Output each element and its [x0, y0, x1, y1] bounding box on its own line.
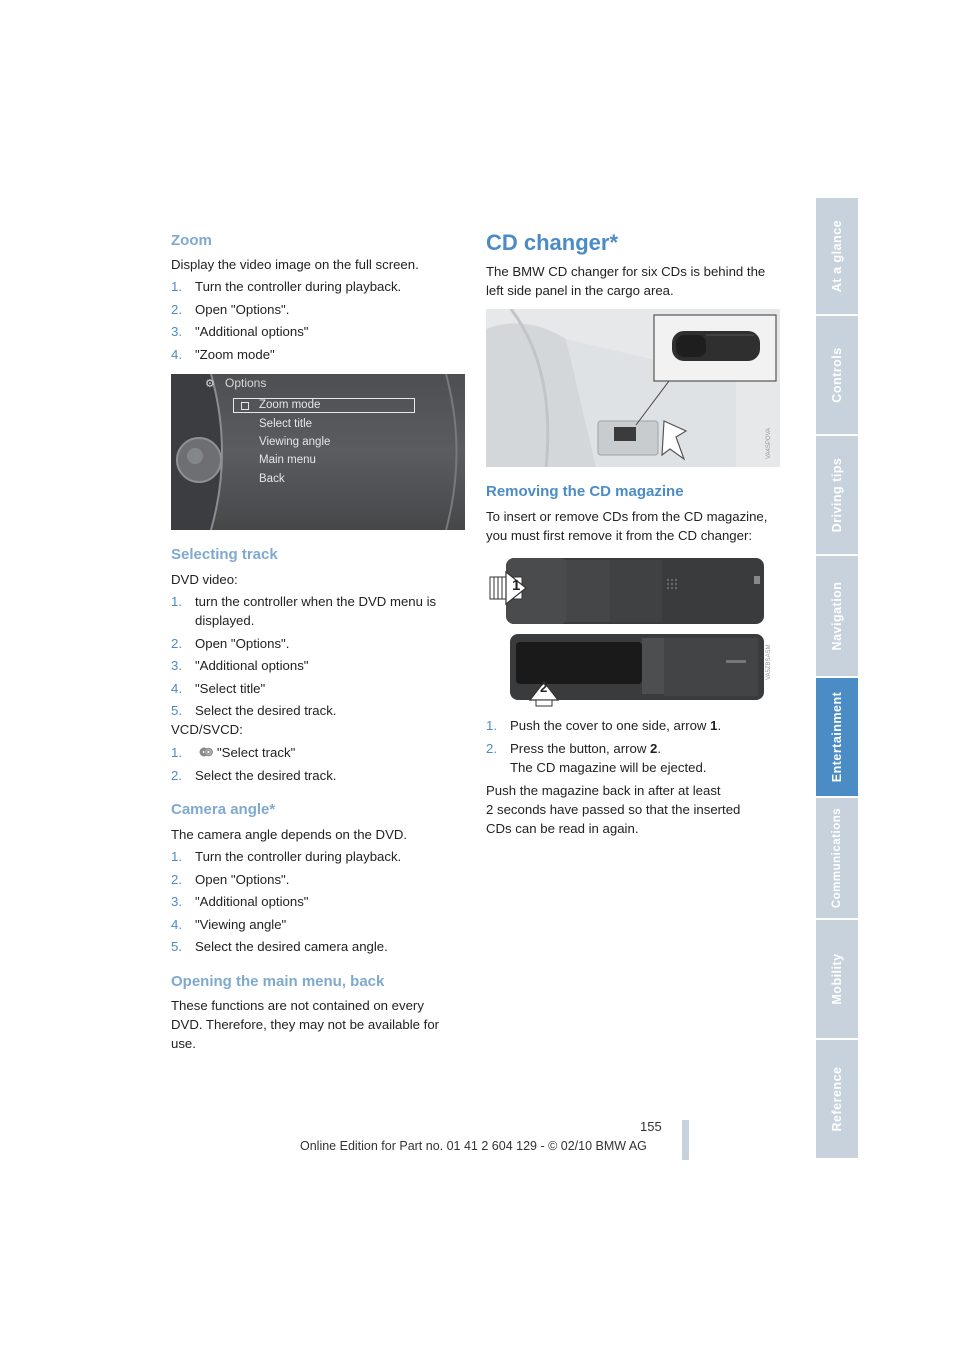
page-number: 155 [640, 1119, 662, 1134]
tab-reference[interactable] [816, 1040, 858, 1160]
main-menu-heading: Opening the main menu, back [171, 973, 385, 990]
cargo-area-illustration [486, 309, 780, 467]
zoom-steps [171, 277, 471, 367]
tab-entertainment[interactable] [816, 678, 858, 798]
main-menu-text-line1: These functions are not contained on every [171, 998, 424, 1013]
menu-item-zoom-mode[interactable]: Zoom mode [259, 399, 321, 411]
camera-angle-steps [171, 847, 471, 960]
tab-label: Reference [830, 1066, 844, 1132]
footer-marker [682, 1120, 689, 1160]
tab-label: Controls [830, 347, 844, 403]
tab-label: Mobility [830, 953, 844, 1005]
list-item: 2. Open "Options". [171, 635, 290, 651]
list-item: 5. Select the desired track. [171, 703, 337, 718]
list-item: 5. Select the desired camera angle. [171, 939, 388, 954]
vcd-steps [171, 743, 471, 788]
main-menu-text-line3: use. [171, 1036, 196, 1051]
list-item: 1. "Select track" [171, 745, 296, 760]
zoom-intro: Display the video image on the full screen. [171, 257, 419, 272]
list-item: 3. "Additional options" [171, 894, 309, 909]
tab-label: Driving tips [830, 457, 844, 533]
zoom-heading: Zoom [171, 232, 212, 249]
list-item: 2. Select the desired track. [171, 767, 337, 783]
tab-controls[interactable] [816, 316, 858, 436]
push-back-text-line3: CDs can be read in again. [486, 821, 639, 836]
chapter-sidebar [816, 198, 858, 1160]
disc-icon [199, 744, 213, 756]
removing-text-line1: To insert or remove CDs from the CD magazine, [486, 509, 768, 524]
list-item: 4. "Zoom mode" [171, 346, 275, 362]
options-screen-figure [171, 374, 465, 530]
removing-steps [486, 716, 786, 780]
list-item: 1. turn the controller when the DVD menu is displayed. [171, 594, 437, 628]
tab-mobility[interactable] [816, 920, 858, 1040]
tab-communications[interactable] [816, 798, 858, 920]
tab-label: Communications [831, 807, 843, 909]
list-item: 4. "Viewing angle" [171, 916, 287, 932]
svg-text:VA4SPOVA: VA4SPOVA [766, 427, 772, 459]
screen-title: Options [225, 376, 267, 390]
tab-driving-tips[interactable] [816, 436, 858, 556]
camera-angle-intro: The camera angle depends on the DVD. [171, 827, 408, 842]
tab-label: Navigation [830, 581, 844, 651]
removing-magazine-heading: Removing the CD magazine [486, 483, 684, 500]
list-item: 1. Turn the controller during playback. [171, 279, 402, 294]
list-item: 2. Open "Options". [171, 301, 290, 317]
checkbox-icon [241, 402, 249, 410]
menu-item-select-title[interactable]: Select title [259, 418, 313, 430]
arrow-2-label: 2 [540, 680, 548, 695]
removing-text-line2: you must first remove it from the CD changer: [486, 528, 753, 543]
cd-magazine-illustration [486, 550, 780, 708]
tab-label: Entertainment [830, 691, 844, 783]
list-item: 2. Press the button, arrow 2. The CD magazine will be ejected. [486, 740, 707, 775]
cd-changer-heading: CD changer* [486, 230, 619, 255]
push-back-text-line1: Push the magazine back in after at least [486, 783, 721, 798]
main-menu-text-line2: DVD. Therefore, they may not be available for [171, 1017, 440, 1032]
cd-magazine-figure [486, 550, 780, 708]
menu-item-main-menu[interactable]: Main menu [259, 454, 316, 466]
dvd-steps [171, 592, 471, 724]
cargo-area-figure [486, 309, 780, 467]
dvd-video-label: DVD video: [171, 572, 238, 587]
svg-text:VA5ZBSASM: VA5ZBSASM [766, 644, 772, 680]
list-item: 1. Push the cover to one side, arrow 1. [486, 718, 722, 733]
options-gear-icon: ⚙ [205, 378, 215, 390]
menu-item-back[interactable]: Back [259, 473, 285, 485]
menu-item-viewing-angle[interactable]: Viewing angle [259, 436, 331, 448]
list-item: 1. Turn the controller during playback. [171, 849, 402, 864]
cd-changer-text-line2: left side panel in the cargo area. [486, 283, 674, 298]
list-item: 3. "Additional options" [171, 658, 309, 673]
push-back-text-line2: 2 seconds have passed so that the inserted [486, 802, 741, 817]
tab-navigation[interactable] [816, 556, 858, 678]
edition-footer: Online Edition for Part no. 01 41 2 604 129 - © 02/10 BMW AG [300, 1139, 647, 1153]
cd-changer-text-line1: The BMW CD changer for six CDs is behind the [486, 264, 766, 279]
tab-at-a-glance[interactable] [816, 198, 858, 316]
list-item: 3. "Additional options" [171, 324, 309, 339]
list-item: 4. "Select title" [171, 680, 266, 696]
list-item: 2. Open "Options". [171, 871, 290, 887]
camera-angle-heading: Camera angle* [171, 801, 276, 818]
arrow-1-label: 1 [512, 577, 521, 594]
tab-label: At a glance [830, 219, 844, 293]
selecting-track-heading: Selecting track [171, 546, 278, 563]
vcd-label: VCD/SVCD: [171, 722, 243, 737]
